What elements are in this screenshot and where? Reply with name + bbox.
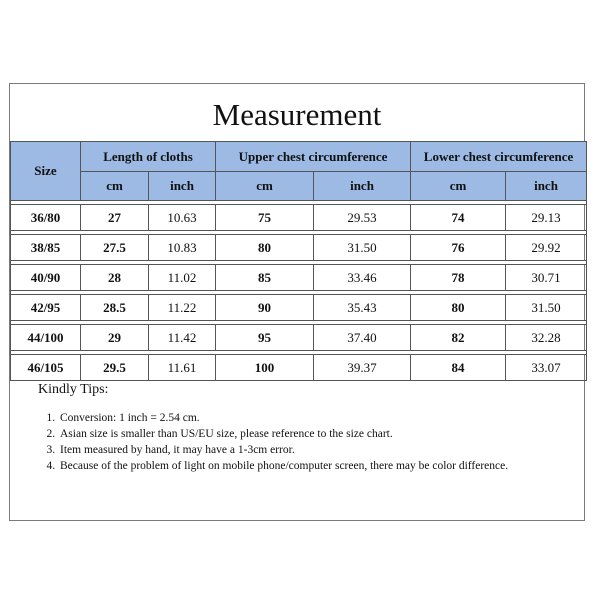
tips-title: Kindly Tips: [38,382,109,397]
length-cm-cell: 29 [81,325,149,351]
table-body [11,201,587,381]
table-row [11,265,587,291]
upper-cm-cell: 95 [216,325,314,351]
size-cell: 46/105 [11,355,81,381]
header-size: Size [11,142,81,201]
length-inch-cell: 10.63 [149,205,216,231]
size-cell: 38/85 [11,235,81,261]
lower-inch-cell: 29.92 [506,235,587,261]
tips-list [38,410,568,474]
length-cm-cell: 27.5 [81,235,149,261]
lower-inch-cell: 32.28 [506,325,587,351]
size-chart-table [10,141,587,381]
table-row [11,295,587,321]
length-inch-cell: 11.02 [149,265,216,291]
upper-cm-cell: 80 [216,235,314,261]
length-cm-cell: 28.5 [81,295,149,321]
upper-inch-cell: 35.43 [314,295,411,321]
tip-item: 4. Because of the problem of light on mobile phone/computer screen, there may be color difference. [58,458,568,474]
length-cm-cell: 29.5 [81,355,149,381]
upper-cm-cell: 100 [216,355,314,381]
lower-cm-cell: 76 [411,235,506,261]
length-inch-cell: 11.42 [149,325,216,351]
table-row [11,205,587,231]
header-lower-chest: Lower chest circumference [411,142,587,172]
unit-inch: inch [314,172,411,201]
lower-inch-cell: 33.07 [506,355,587,381]
size-cell: 40/90 [11,265,81,291]
header-length: Length of cloths [81,142,216,172]
unit-cm: cm [216,172,314,201]
size-cell: 36/80 [11,205,81,231]
unit-inch: inch [149,172,216,201]
kindly-tips [38,382,568,474]
lower-cm-cell: 84 [411,355,506,381]
length-inch-cell: 11.22 [149,295,216,321]
lower-inch-cell: 29.13 [506,205,587,231]
page-title: Measurement [212,97,382,132]
table-header-row [11,142,587,172]
length-inch-cell: 10.83 [149,235,216,261]
tip-item: 3. Item measured by hand, it may have a 1-3cm error. [58,442,568,458]
upper-inch-cell: 33.46 [314,265,411,291]
length-inch-cell: 11.61 [149,355,216,381]
upper-inch-cell: 29.53 [314,205,411,231]
table-row [11,325,587,351]
lower-inch-cell: 30.71 [506,265,587,291]
upper-cm-cell: 85 [216,265,314,291]
size-cell: 44/100 [11,325,81,351]
size-cell: 42/95 [11,295,81,321]
upper-cm-cell: 75 [216,205,314,231]
lower-cm-cell: 80 [411,295,506,321]
upper-cm-cell: 90 [216,295,314,321]
tip-item: 1. Conversion: 1 inch = 2.54 cm. [58,410,568,426]
unit-cm: cm [81,172,149,201]
tip-item: 2. Asian size is smaller than US/EU size, please reference to the size chart. [58,426,568,442]
upper-inch-cell: 39.37 [314,355,411,381]
unit-inch: inch [506,172,587,201]
lower-cm-cell: 82 [411,325,506,351]
table-row [11,355,587,381]
unit-cm: cm [411,172,506,201]
length-cm-cell: 27 [81,205,149,231]
length-cm-cell: 28 [81,265,149,291]
measurement-panel [9,83,585,521]
table-row [11,235,587,261]
lower-cm-cell: 78 [411,265,506,291]
upper-inch-cell: 37.40 [314,325,411,351]
upper-inch-cell: 31.50 [314,235,411,261]
lower-inch-cell: 31.50 [506,295,587,321]
header-upper-chest: Upper chest circumference [216,142,411,172]
lower-cm-cell: 74 [411,205,506,231]
table-unit-row [11,172,587,201]
